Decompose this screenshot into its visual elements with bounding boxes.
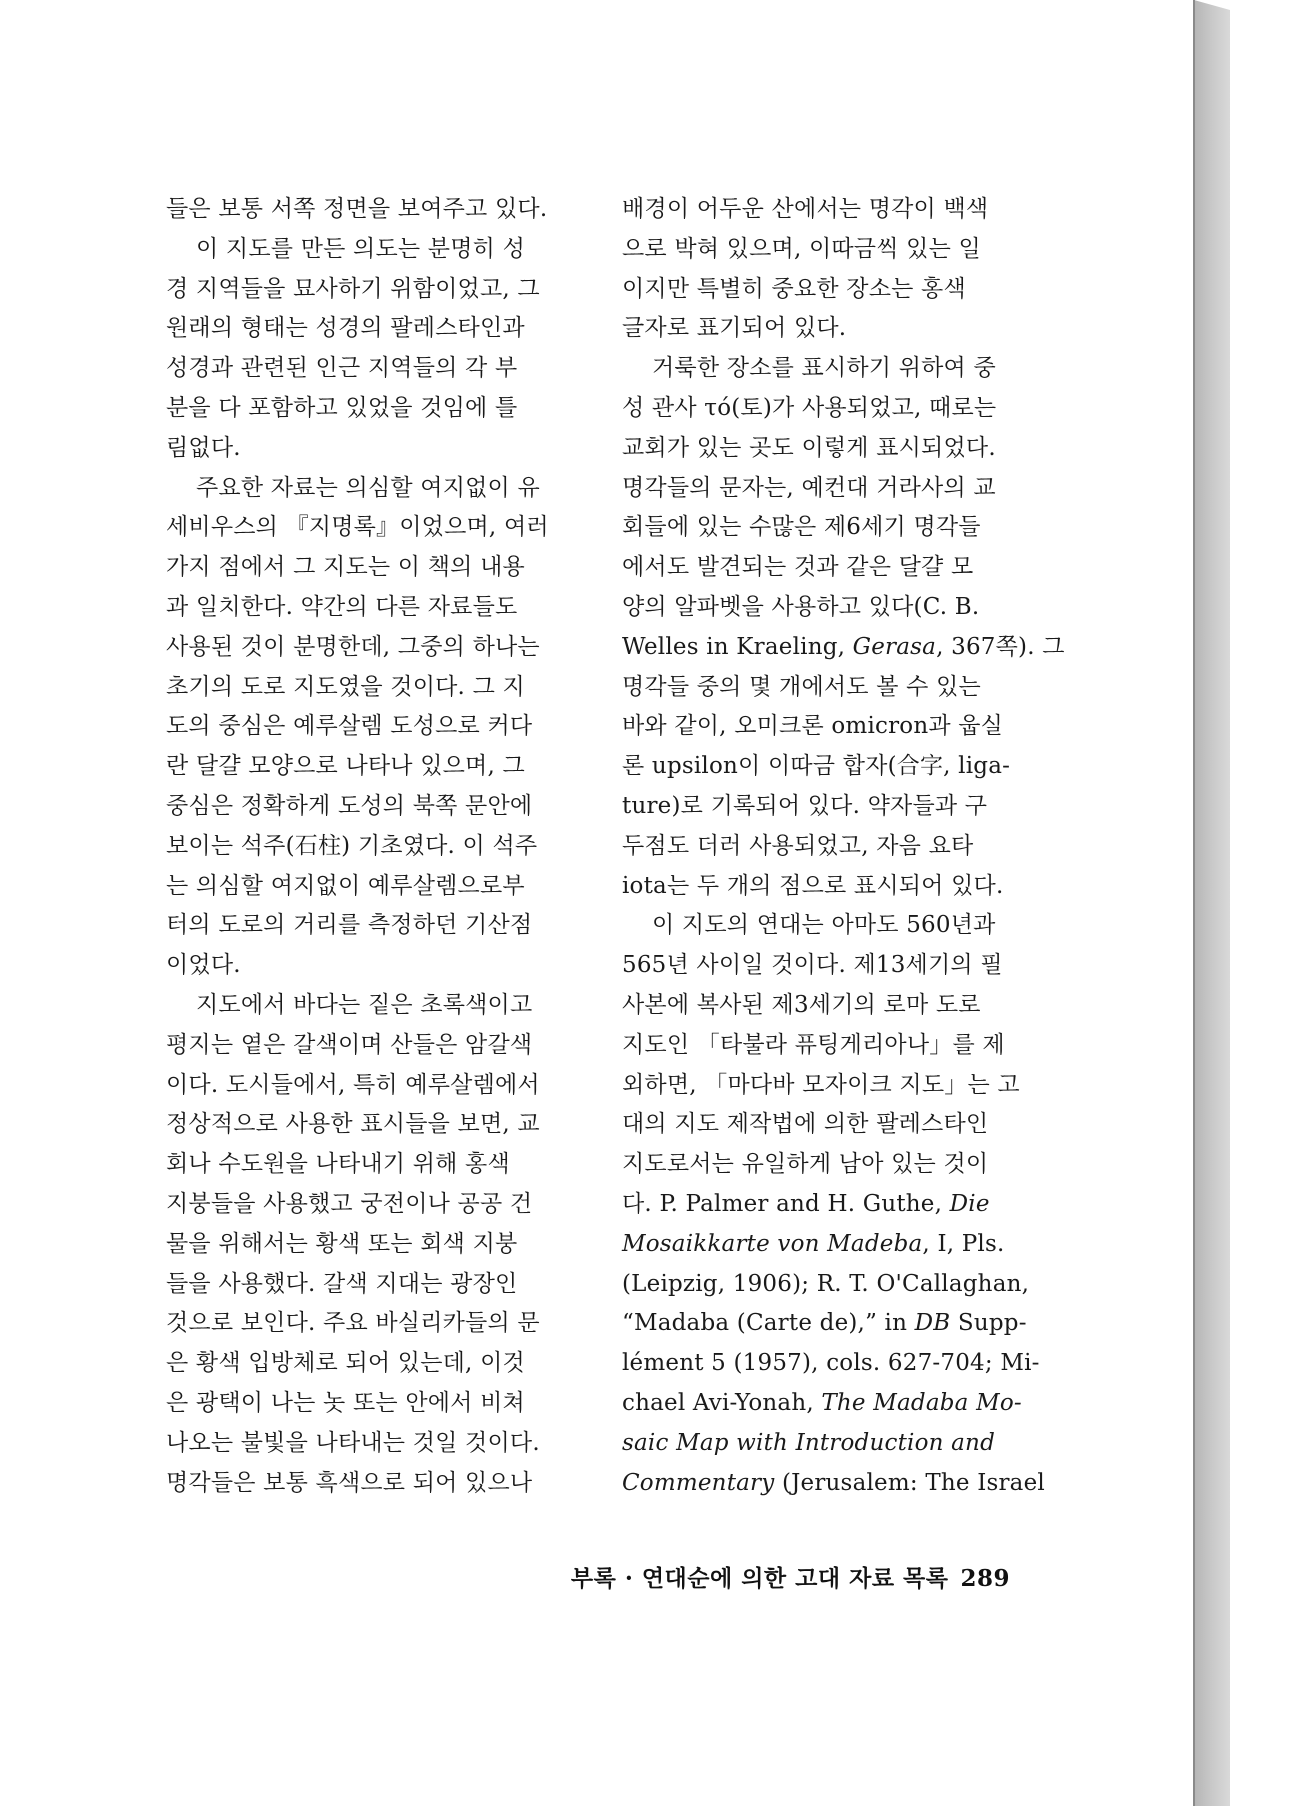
text-line xyxy=(622,1185,1038,1225)
text-line: (Leipzig, 1906); R. T. O'Callaghan, xyxy=(622,1270,1030,1297)
book-title-madaba: The Madaba Mo- xyxy=(821,1389,1022,1416)
text-line: 주요한 자료는 의심할 여지없이 유 xyxy=(196,474,540,501)
text-line: 명각들의 문자는, 예컨대 거라사의 교 xyxy=(622,474,996,501)
text-line: 지도에서 바다는 짙은 초록색이고 xyxy=(196,991,533,1018)
text-line xyxy=(622,1464,1045,1504)
text-line: 이었다. xyxy=(166,952,241,979)
text-line: 명각들 중의 몇 개에서도 볼 수 있는 xyxy=(622,673,981,700)
text-line: 들은 보통 서쪽 정면을 보여주고 있다. xyxy=(166,196,548,222)
text-line: 것으로 보인다. 주요 바실리카들의 문 xyxy=(166,1310,540,1337)
text-line: 양의 알파벳을 사용하고 있다(C. B. xyxy=(622,593,980,620)
citation-text: , Ⅰ, Pls. xyxy=(922,1230,1005,1257)
text-line: 원래의 형태는 성경의 팔레스타인과 xyxy=(166,315,525,342)
text-line: 분을 다 포함하고 있었을 것임에 틀 xyxy=(166,394,518,421)
citation-text: , 367쪽). 그 xyxy=(936,633,1065,660)
text-line xyxy=(622,1304,1038,1344)
text-line: 성경과 관련된 인근 지역들의 각 부 xyxy=(166,355,518,382)
text-line: 에서도 발견되는 것과 같은 달걀 모 xyxy=(622,554,974,581)
book-title-mosaikkarte: Mosaikkarte von Madeba xyxy=(622,1230,923,1257)
citation-text: 다. P. Palmer and H. Guthe, xyxy=(622,1190,950,1217)
text-line: 배경이 어두운 산에서는 명각이 백색 xyxy=(622,196,989,222)
text-line: 은 광택이 나는 놋 또는 안에서 비쳐 xyxy=(166,1389,525,1416)
text-line: 들을 사용했다. 갈색 지대는 광장인 xyxy=(166,1270,518,1297)
text-line: 터의 도로의 거리를 측정하던 기산점 xyxy=(166,912,533,939)
text-line: 정상적으로 사용한 표시들을 보면, 교 xyxy=(166,1111,540,1138)
text-line: 림없다. xyxy=(166,434,241,461)
text-line: 나오는 불빛을 나타내는 것일 것이다. xyxy=(166,1429,540,1456)
citation-text: Supp- xyxy=(950,1310,1027,1337)
text-line: 거룩한 장소를 표시하기 위하여 중 xyxy=(652,355,996,382)
book-title-die: Die xyxy=(949,1190,990,1217)
text-line: 글자로 표기되어 있다. xyxy=(622,315,847,342)
citation-text: (Jerusalem: The Israel xyxy=(774,1469,1045,1496)
right-column xyxy=(622,190,1065,1503)
text-line: 지도인 「타불라 퓨팅게리아나」를 제 xyxy=(622,1031,1005,1058)
text-line: lément 5 (1957), cols. 627-704; Mi- xyxy=(622,1350,1040,1377)
text-line: 과 일치한다. 약간의 다른 자료들도 xyxy=(166,593,518,620)
text-line: 는 의심할 여지없이 예루살렘으로부 xyxy=(166,872,525,899)
text-line: 이 지도의 연대는 아마도 560년과 xyxy=(652,912,996,939)
text-line: 론 upsilon이 이따금 합자(合字, liga- xyxy=(622,753,1011,780)
journal-title-db: DB xyxy=(914,1310,951,1337)
text-line: ture)로 기록되어 있다. 약자들과 구 xyxy=(622,792,988,819)
text-line: 으로 박혀 있으며, 이따금씩 있는 일 xyxy=(622,235,981,262)
text-line: saic Map with Introduction and xyxy=(622,1429,995,1456)
text-line: 란 달걀 모양으로 나타나 있으며, 그 xyxy=(166,753,525,780)
text-line: 대의 지도 제작법에 의한 팔레스타인 xyxy=(622,1111,989,1138)
book-spine-edge xyxy=(1194,0,1314,1806)
text-line: 물을 위해서는 황색 또는 회색 지붕 xyxy=(166,1230,518,1257)
text-line: iota는 두 개의 점으로 표시되어 있다. xyxy=(622,872,1004,899)
book-title-gerasa: Gerasa xyxy=(852,633,937,660)
text-line xyxy=(622,628,1065,668)
text-line: 지붕들을 사용했고 궁전이나 공공 건 xyxy=(166,1190,533,1217)
text-line: 이지만 특별히 중요한 장소는 홍색 xyxy=(622,275,966,302)
text-line: 세비우스의 『지명록』이었으며, 여러 xyxy=(166,514,549,541)
text-line: 지도로서는 유일하게 남아 있는 것이 xyxy=(622,1151,989,1178)
text-line: 회나 수도원을 나타내기 위해 홍색 xyxy=(166,1151,510,1178)
spine-shading xyxy=(1194,0,1314,1806)
text-line: 외하면, 「마다바 모자이크 지도」는 고 xyxy=(622,1071,1020,1098)
spine-face xyxy=(1194,0,1230,1806)
text-line: 바와 같이, 오미크론 omicron과 웁실 xyxy=(622,713,1004,740)
left-column xyxy=(166,190,582,1503)
text-line: 명각들은 보통 흑색으로 되어 있으나 xyxy=(166,1469,533,1496)
text-line: 은 황색 입방체로 되어 있는데, 이것 xyxy=(166,1350,525,1377)
text-line: 초기의 도로 지도였을 것이다. 그 지 xyxy=(166,673,525,700)
text-line xyxy=(622,1384,1038,1424)
text-line: 회들에 있는 수많은 제6세기 명각들 xyxy=(622,514,981,541)
text-line: 도의 중심은 예루살렘 도성으로 커다 xyxy=(166,713,533,740)
text-line: 교회가 있는 곳도 이렇게 표시되었다. xyxy=(622,434,996,461)
citation-text: chael Avi-Yonah, xyxy=(622,1389,822,1416)
text-line: 경 지역들을 묘사하기 위함이었고, 그 xyxy=(166,275,540,302)
text-line: 중심은 정확하게 도성의 북쪽 문안에 xyxy=(166,792,533,819)
text-line: 평지는 옅은 갈색이며 산들은 암갈색 xyxy=(166,1031,533,1058)
text-line: 사본에 복사된 제3세기의 로마 도로 xyxy=(622,991,981,1018)
citation-text: “Madaba (Carte de),” in xyxy=(622,1310,915,1337)
text-line: 이다. 도시들에서, 특히 예루살렘에서 xyxy=(166,1071,540,1098)
text-line: 성 관사 τό(토)가 사용되었고, 때로는 xyxy=(622,394,997,421)
text-line: 가지 점에서 그 지도는 이 책의 내용 xyxy=(166,554,525,581)
text-line xyxy=(622,1225,1038,1265)
running-title: 부록 · 연대순에 의한 고대 자료 목록 xyxy=(570,1565,949,1592)
text-line: 두점도 더러 사용되었고, 자음 요타 xyxy=(622,832,974,859)
citation-text: Welles in Kraeling, xyxy=(622,633,853,660)
book-title-commentary: Commentary xyxy=(622,1469,775,1496)
text-line: 이 지도를 만든 의도는 분명히 성 xyxy=(196,235,525,262)
page-number: 289 xyxy=(960,1565,1010,1592)
text-line: 사용된 것이 분명한데, 그중의 하나는 xyxy=(166,633,540,660)
page-footer xyxy=(560,1560,1010,1593)
text-line: 보이는 석주(石柱) 기초였다. 이 석주 xyxy=(166,832,538,859)
text-line: 565년 사이일 것이다. 제13세기의 필 xyxy=(622,952,1003,979)
